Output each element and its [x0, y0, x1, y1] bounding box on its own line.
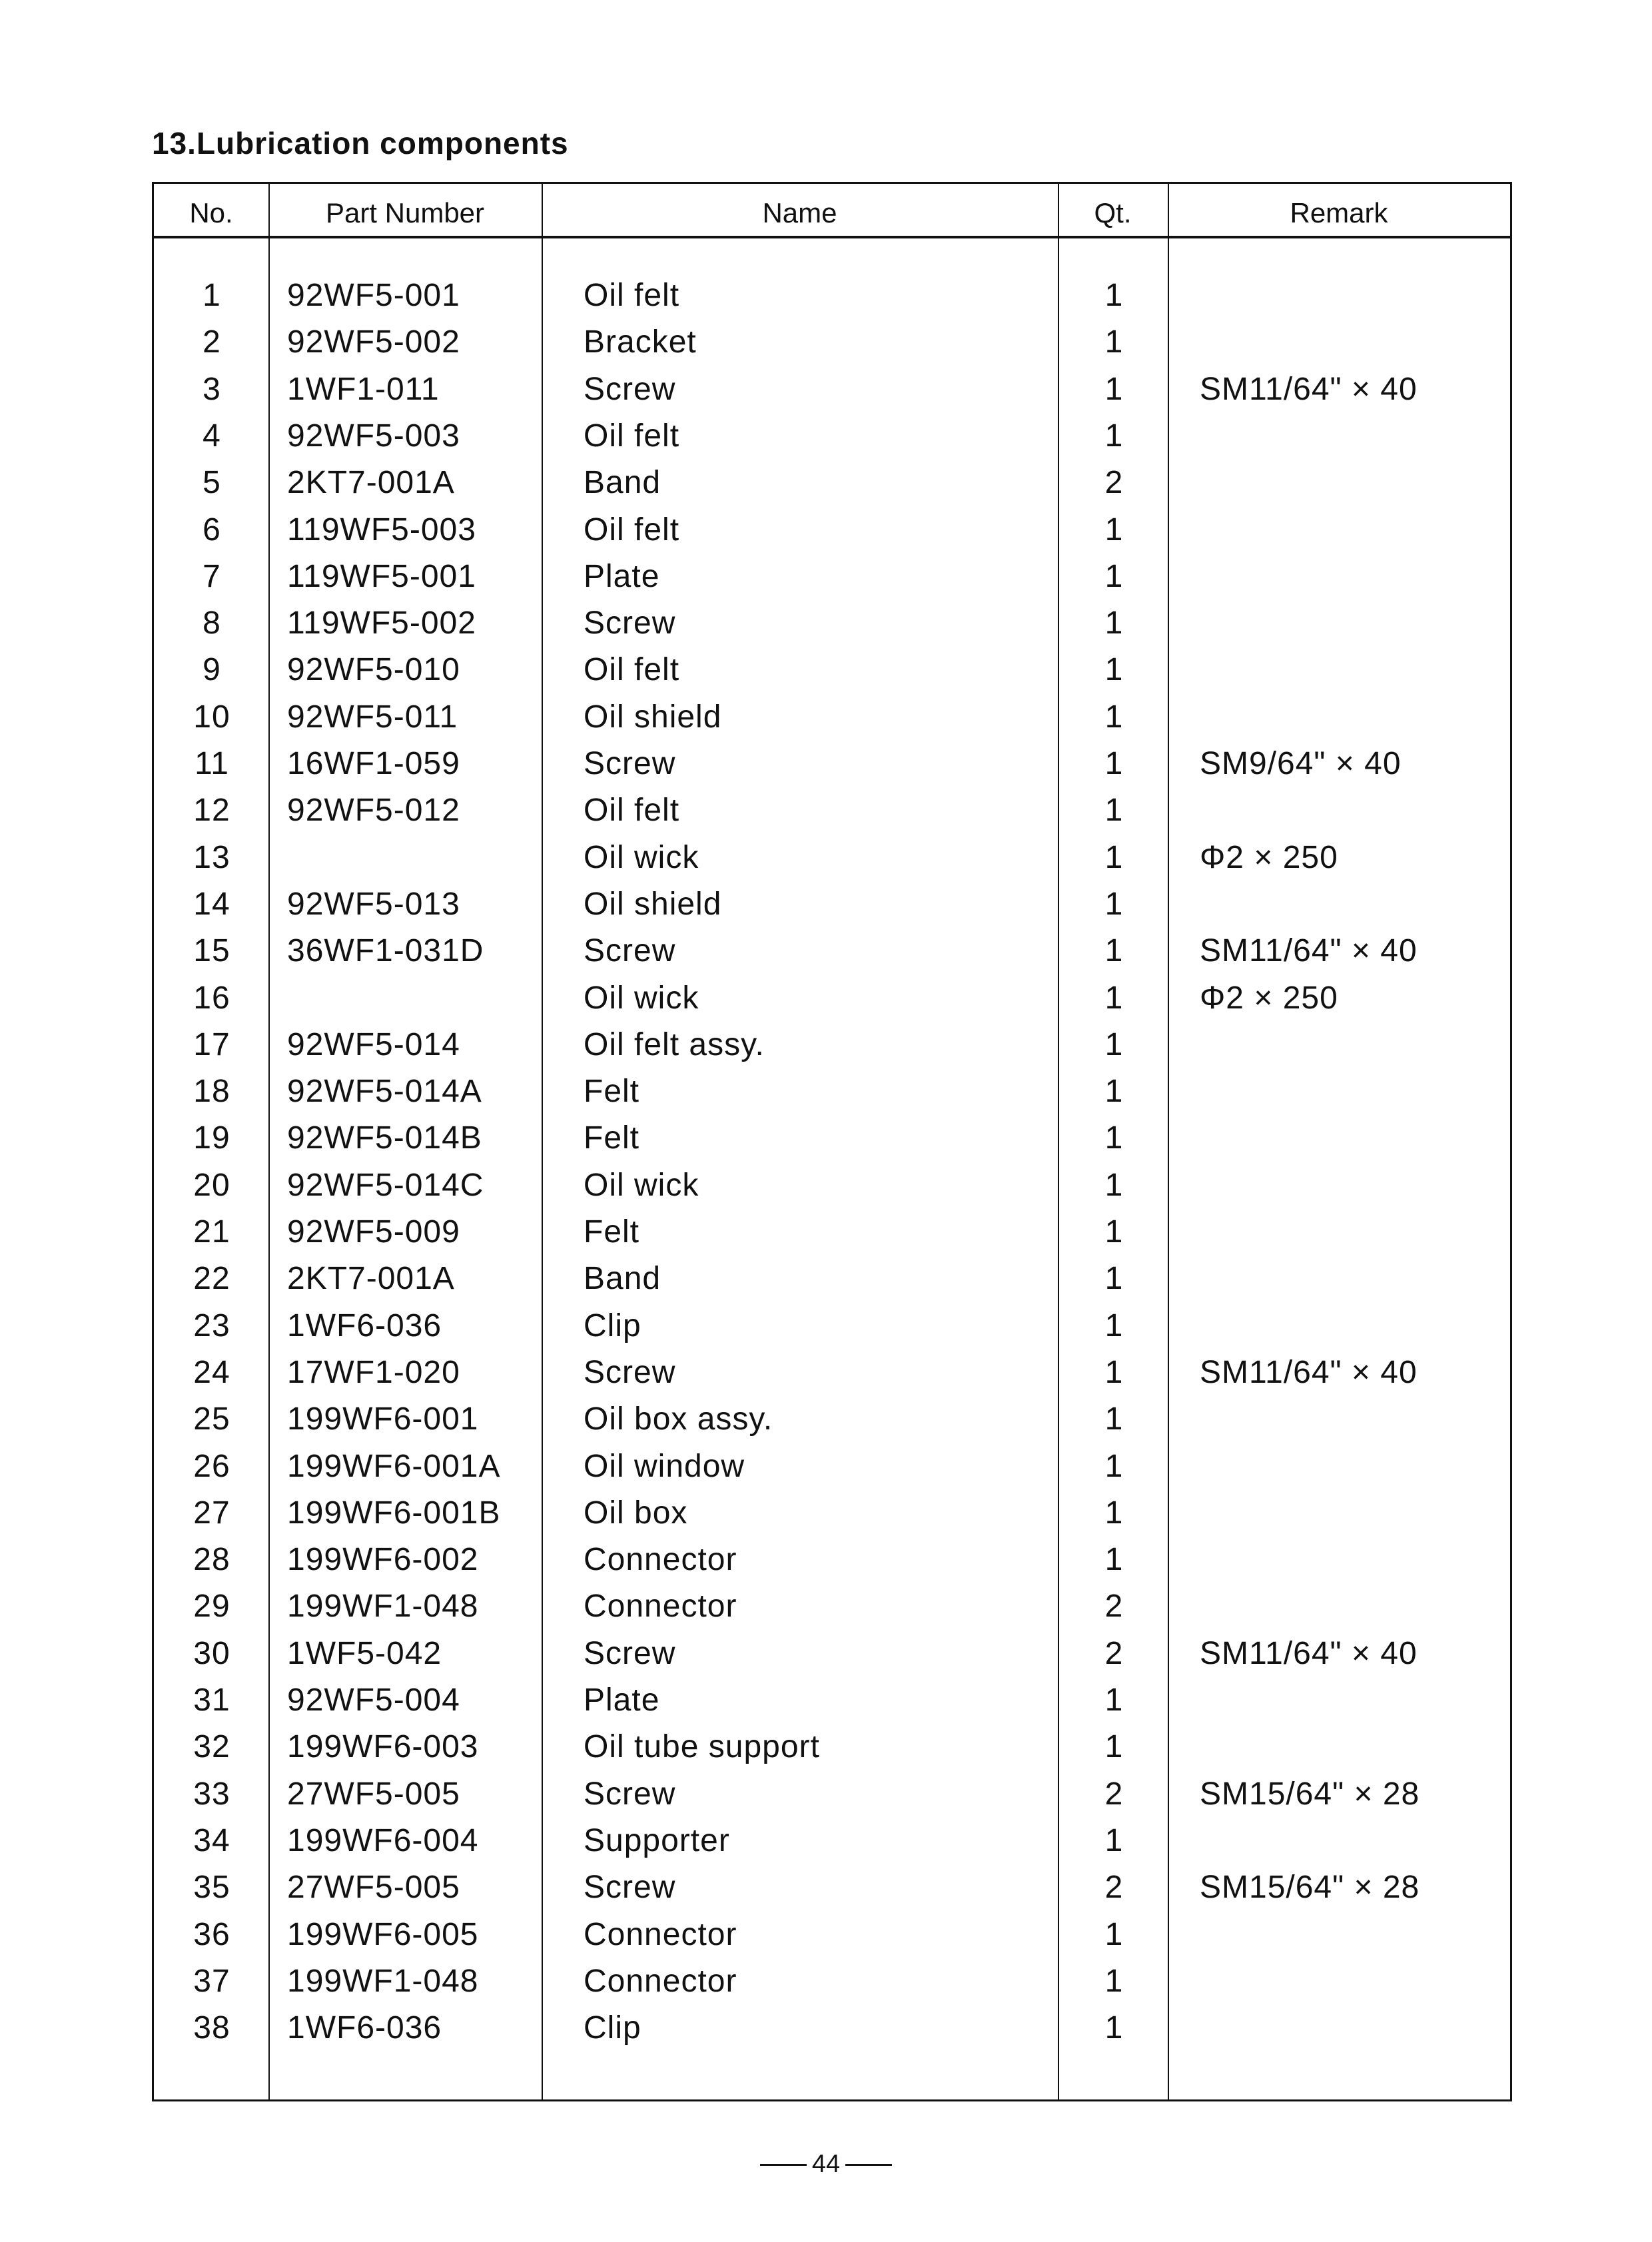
cell-no: 16 — [193, 980, 230, 1016]
cell-qty: 1 — [1104, 605, 1124, 641]
table-row — [154, 277, 1510, 324]
cell-remark: SM11/64" × 40 — [1200, 1354, 1418, 1390]
cell-part-number: 92WF5-012 — [287, 793, 460, 829]
cell-no: 4 — [203, 418, 221, 454]
cell-qty: 1 — [1104, 1542, 1124, 1578]
cell-qty: 1 — [1104, 1308, 1124, 1343]
cell-part-number: 199WF6-001 — [287, 1401, 479, 1437]
cell-name: Clip — [584, 1308, 641, 1343]
cell-name: Clip — [584, 2010, 641, 2046]
cell-name: Bracket — [584, 324, 697, 360]
cell-part-number: 92WF5-003 — [287, 418, 460, 454]
cell-no: 19 — [193, 1120, 230, 1156]
cell-name: Oil felt — [584, 652, 680, 688]
cell-part-number: 17WF1-020 — [287, 1354, 460, 1390]
table-row — [154, 512, 1510, 558]
cell-no: 3 — [203, 371, 221, 407]
cell-no: 9 — [203, 652, 221, 688]
cell-qty: 1 — [1104, 512, 1124, 548]
cell-part-number: 92WF5-014C — [287, 1167, 484, 1203]
table-row — [154, 980, 1510, 1026]
cell-part-number: 119WF5-002 — [287, 605, 476, 641]
cell-qty: 1 — [1104, 1401, 1124, 1437]
cell-part-number: 92WF5-014 — [287, 1026, 460, 1062]
cell-qty: 1 — [1104, 886, 1124, 922]
cell-qty: 1 — [1104, 278, 1124, 313]
cell-no: 1 — [203, 278, 221, 313]
cell-no: 14 — [193, 886, 230, 922]
cell-part-number: 199WF6-001B — [287, 1495, 501, 1531]
table-row — [154, 605, 1510, 651]
cell-no: 35 — [193, 1870, 230, 1906]
cell-qty: 1 — [1104, 1822, 1124, 1858]
cell-name: Connector — [584, 1963, 737, 1999]
page-number: 44 — [811, 2150, 841, 2178]
table-row — [154, 1073, 1510, 1120]
header-part-number: Part Number — [325, 197, 485, 228]
cell-no: 37 — [193, 1963, 230, 1999]
page-title: 13.Lubrication components — [152, 126, 569, 161]
parts-table — [152, 182, 1512, 2101]
cell-remark: SM11/64" × 40 — [1200, 1635, 1418, 1671]
table-row — [154, 839, 1510, 886]
cell-no: 13 — [193, 839, 230, 875]
cell-name: Screw — [584, 1635, 676, 1671]
cell-part-number: 2KT7-001A — [287, 1261, 455, 1297]
cell-no: 18 — [193, 1074, 230, 1110]
cell-part-number: 2KT7-001A — [287, 465, 455, 501]
cell-qty: 1 — [1104, 1354, 1124, 1390]
table-row — [154, 745, 1510, 792]
page-number-footer — [0, 2150, 1652, 2179]
cell-part-number: 92WF5-014B — [287, 1120, 482, 1156]
cell-qty: 1 — [1104, 558, 1124, 594]
cell-name: Screw — [584, 1354, 676, 1390]
table-row — [154, 1167, 1510, 1214]
cell-no: 11 — [195, 746, 229, 781]
table-row — [154, 792, 1510, 839]
cell-no: 32 — [193, 1729, 230, 1765]
cell-qty: 1 — [1104, 1167, 1124, 1203]
cell-part-number: 92WF5-011 — [287, 699, 458, 735]
cell-qty: 1 — [1104, 1916, 1124, 1952]
cell-no: 33 — [193, 1776, 230, 1812]
table-row — [154, 1635, 1510, 1682]
table-row — [154, 1822, 1510, 1869]
cell-name: Band — [584, 1261, 661, 1297]
cell-name: Screw — [584, 933, 676, 969]
cell-qty: 1 — [1104, 1120, 1124, 1156]
cell-no: 34 — [193, 1822, 230, 1858]
cell-remark: SM9/64" × 40 — [1200, 746, 1402, 781]
cell-no: 6 — [203, 512, 221, 548]
cell-no: 30 — [193, 1635, 230, 1671]
cell-part-number: 1WF6-036 — [287, 1308, 442, 1343]
cell-no: 24 — [193, 1354, 230, 1390]
cell-qty: 1 — [1104, 1963, 1124, 1999]
cell-name: Oil tube support — [584, 1729, 820, 1765]
cell-remark: SM11/64" × 40 — [1200, 933, 1418, 969]
cell-part-number: 119WF5-003 — [287, 512, 476, 548]
cell-qty: 1 — [1104, 839, 1124, 875]
cell-name: Screw — [584, 746, 676, 781]
table-row — [154, 418, 1510, 464]
cell-no: 10 — [193, 699, 230, 735]
dash-right — [845, 2164, 892, 2166]
cell-no: 12 — [193, 793, 230, 829]
cell-qty: 2 — [1104, 465, 1124, 501]
table-row — [154, 1026, 1510, 1073]
cell-name: Oil felt — [584, 278, 680, 313]
cell-name: Plate — [584, 1682, 660, 1718]
cell-qty: 1 — [1104, 1261, 1124, 1297]
table-row — [154, 1120, 1510, 1166]
cell-part-number: 199WF6-003 — [287, 1729, 479, 1765]
cell-qty: 1 — [1104, 1729, 1124, 1765]
cell-part-number: 92WF5-004 — [287, 1682, 460, 1718]
table-row — [154, 1728, 1510, 1775]
table-row — [154, 1916, 1510, 1963]
table-row — [154, 371, 1510, 418]
table-row — [154, 1495, 1510, 1541]
cell-name: Connector — [584, 1542, 737, 1578]
cell-no: 25 — [193, 1401, 230, 1437]
cell-part-number: 199WF1-048 — [287, 1589, 479, 1625]
cell-no: 20 — [193, 1167, 230, 1203]
cell-name: Oil felt — [584, 418, 680, 454]
cell-no: 23 — [193, 1308, 230, 1343]
cell-no: 29 — [193, 1589, 230, 1625]
table-row — [154, 1776, 1510, 1822]
cell-qty: 1 — [1104, 1682, 1124, 1718]
cell-name: Oil box assy. — [584, 1401, 773, 1437]
cell-no: 27 — [193, 1495, 230, 1531]
cell-name: Connector — [584, 1916, 737, 1952]
cell-name: Plate — [584, 558, 660, 594]
cell-name: Oil felt assy. — [584, 1026, 765, 1062]
table-row — [154, 1401, 1510, 1447]
cell-no: 17 — [193, 1026, 230, 1062]
cell-name: Oil wick — [584, 980, 699, 1016]
cell-qty: 1 — [1104, 1214, 1124, 1250]
cell-part-number: 92WF5-014A — [287, 1074, 482, 1110]
table-row — [154, 1588, 1510, 1635]
cell-qty: 1 — [1104, 418, 1124, 454]
cell-name: Screw — [584, 1870, 676, 1906]
cell-part-number: 199WF6-001A — [287, 1448, 501, 1484]
cell-part-number: 199WF6-004 — [287, 1822, 479, 1858]
cell-part-number: 16WF1-059 — [287, 746, 460, 781]
cell-qty: 2 — [1104, 1635, 1124, 1671]
cell-no: 36 — [193, 1916, 230, 1952]
table-row — [154, 886, 1510, 933]
cell-name: Screw — [584, 371, 676, 407]
cell-no: 21 — [193, 1214, 230, 1250]
cell-part-number: 1WF1-011 — [287, 371, 440, 407]
cell-name: Band — [584, 465, 661, 501]
cell-qty: 1 — [1104, 652, 1124, 688]
cell-remark: SM15/64" × 28 — [1200, 1776, 1420, 1812]
cell-part-number: 92WF5-009 — [287, 1214, 460, 1250]
cell-no: 8 — [203, 605, 221, 641]
table-row — [154, 1260, 1510, 1307]
table-row — [154, 651, 1510, 698]
cell-part-number: 92WF5-013 — [287, 886, 460, 922]
header-qty: Qt. — [1094, 197, 1132, 228]
cell-part-number: 199WF6-002 — [287, 1542, 479, 1578]
table-row — [154, 2010, 1510, 2056]
cell-qty: 1 — [1104, 933, 1124, 969]
cell-name: Oil wick — [584, 839, 699, 875]
cell-name: Connector — [584, 1589, 737, 1625]
cell-qty: 1 — [1104, 324, 1124, 360]
cell-part-number: 27WF5-005 — [287, 1776, 460, 1812]
cell-part-number: 92WF5-002 — [287, 324, 460, 360]
cell-name: Felt — [584, 1120, 640, 1156]
cell-no: 28 — [193, 1542, 230, 1578]
cell-name: Felt — [584, 1074, 640, 1110]
header-remark: Remark — [1290, 197, 1388, 228]
cell-qty: 2 — [1104, 1870, 1124, 1906]
cell-no: 15 — [193, 933, 230, 969]
cell-qty: 1 — [1104, 699, 1124, 735]
cell-qty: 1 — [1104, 746, 1124, 781]
cell-no: 2 — [203, 324, 221, 360]
table-row — [154, 1682, 1510, 1728]
table-row — [154, 1869, 1510, 1916]
table-row — [154, 1354, 1510, 1401]
cell-no: 22 — [193, 1261, 230, 1297]
table-row — [154, 558, 1510, 605]
table-row — [154, 324, 1510, 370]
cell-part-number: 36WF1-031D — [287, 933, 484, 969]
cell-part-number: 92WF5-001 — [287, 278, 460, 313]
header-no: No. — [189, 197, 233, 228]
table-row — [154, 1308, 1510, 1354]
cell-remark: Φ2 × 250 — [1200, 980, 1338, 1016]
cell-part-number: 1WF6-036 — [287, 2010, 442, 2046]
cell-no: 38 — [193, 2010, 230, 2046]
table-row — [154, 1214, 1510, 1260]
table-row — [154, 464, 1510, 511]
cell-name: Oil box — [584, 1495, 688, 1531]
cell-no: 26 — [193, 1448, 230, 1484]
cell-part-number: 92WF5-010 — [287, 652, 460, 688]
cell-remark: SM11/64" × 40 — [1200, 371, 1418, 407]
cell-name: Oil shield — [584, 699, 722, 735]
cell-qty: 2 — [1104, 1776, 1124, 1812]
cell-name: Oil felt — [584, 512, 680, 548]
cell-qty: 2 — [1104, 1589, 1124, 1625]
cell-no: 7 — [203, 558, 221, 594]
dash-left — [760, 2164, 807, 2166]
cell-part-number: 199WF6-005 — [287, 1916, 479, 1952]
cell-name: Screw — [584, 605, 676, 641]
cell-qty: 1 — [1104, 1448, 1124, 1484]
cell-name: Screw — [584, 1776, 676, 1812]
cell-qty: 1 — [1104, 1495, 1124, 1531]
table-row — [154, 1541, 1510, 1588]
table-header — [154, 184, 1510, 238]
table-row — [154, 1448, 1510, 1495]
cell-name: Oil shield — [584, 886, 722, 922]
cell-qty: 1 — [1104, 980, 1124, 1016]
cell-part-number: 27WF5-005 — [287, 1870, 460, 1906]
cell-no: 31 — [193, 1682, 230, 1718]
table-row — [154, 1963, 1510, 2010]
cell-qty: 1 — [1104, 371, 1124, 407]
cell-qty: 1 — [1104, 1074, 1124, 1110]
cell-qty: 1 — [1104, 793, 1124, 829]
cell-no: 5 — [203, 465, 221, 501]
cell-remark: SM15/64" × 28 — [1200, 1870, 1420, 1906]
cell-name: Oil felt — [584, 793, 680, 829]
cell-name: Felt — [584, 1214, 640, 1250]
cell-name: Oil window — [584, 1448, 745, 1484]
cell-part-number: 199WF1-048 — [287, 1963, 479, 1999]
cell-qty: 1 — [1104, 2010, 1124, 2046]
table-row — [154, 699, 1510, 745]
header-name: Name — [762, 197, 837, 228]
cell-qty: 1 — [1104, 1026, 1124, 1062]
cell-name: Oil wick — [584, 1167, 699, 1203]
cell-name: Supporter — [584, 1822, 730, 1858]
table-row — [154, 933, 1510, 979]
cell-part-number: 1WF5-042 — [287, 1635, 442, 1671]
cell-remark: Φ2 × 250 — [1200, 839, 1338, 875]
cell-part-number: 119WF5-001 — [287, 558, 476, 594]
